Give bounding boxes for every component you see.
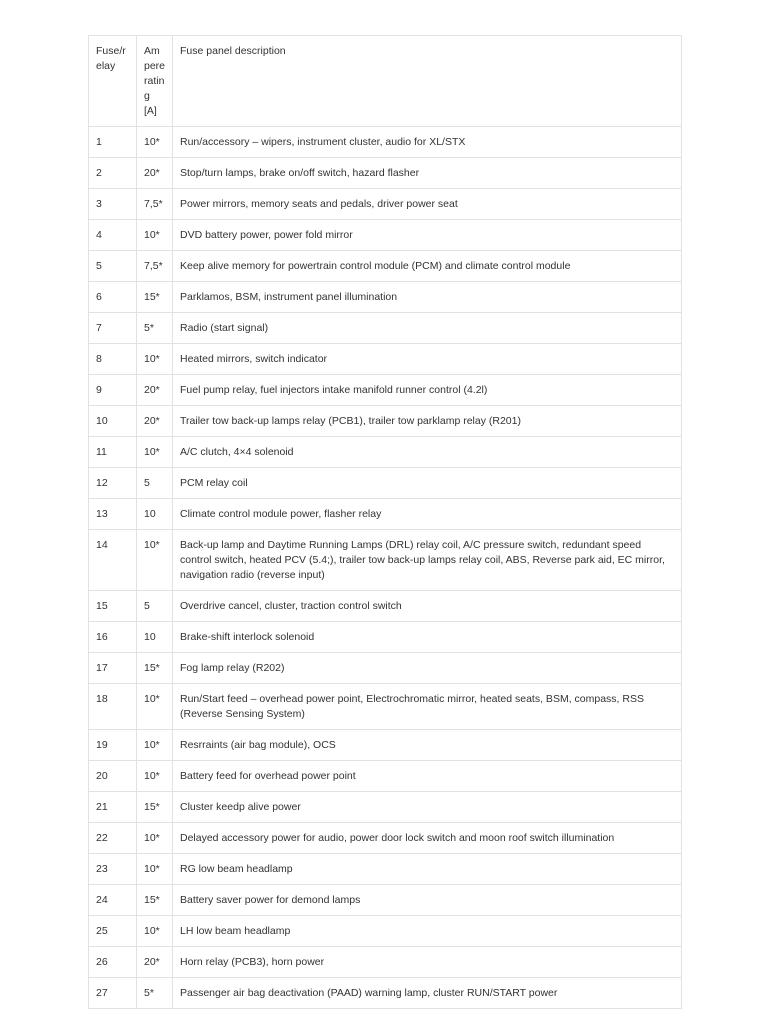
- ampere-rating-cell: 15*: [137, 792, 173, 823]
- fuse-description-cell: Overdrive cancel, cluster, traction control switch: [173, 591, 682, 622]
- fuse-number-cell: 22: [89, 823, 137, 854]
- fuse-description-cell: Brake-shift interlock solenoid: [173, 622, 682, 653]
- fuse-description-cell: A/C clutch, 4×4 solenoid: [173, 437, 682, 468]
- ampere-rating-cell: 7,5*: [137, 251, 173, 282]
- table-row: [89, 375, 682, 406]
- ampere-rating-cell: 15*: [137, 282, 173, 313]
- ampere-rating-cell: 10*: [137, 916, 173, 947]
- fuse-number-cell: 4: [89, 220, 137, 251]
- fuse-panel-table: [88, 35, 682, 1009]
- table-row: [89, 251, 682, 282]
- fuse-number-cell: 15: [89, 591, 137, 622]
- fuse-description-cell: Battery saver power for demond lamps: [173, 885, 682, 916]
- fuse-description-cell: Heated mirrors, switch indicator: [173, 344, 682, 375]
- table-row: [89, 468, 682, 499]
- fuse-description-cell: Passenger air bag deactivation (PAAD) warning lamp, cluster RUN/START power: [173, 978, 682, 1009]
- header-description: Fuse panel description: [173, 36, 682, 127]
- table-row: [89, 916, 682, 947]
- ampere-rating-cell: 7,5*: [137, 189, 173, 220]
- fuse-number-cell: 21: [89, 792, 137, 823]
- fuse-number-cell: 16: [89, 622, 137, 653]
- fuse-description-cell: Back-up lamp and Daytime Running Lamps (DRL) relay coil, A/C pressure switch, redundant speed control switch, heated PCV (5.4;), trailer tow back-up lamps relay coil, ABS, Reverse park aid, EC mirror, navigation radio (reverse input): [173, 530, 682, 591]
- fuse-description-cell: LH low beam headlamp: [173, 916, 682, 947]
- fuse-number-cell: 27: [89, 978, 137, 1009]
- fuse-description-cell: Resrraints (air bag module), OCS: [173, 730, 682, 761]
- table-row: [89, 730, 682, 761]
- table-row: [89, 792, 682, 823]
- ampere-rating-cell: 10*: [137, 127, 173, 158]
- ampere-rating-cell: 5: [137, 591, 173, 622]
- table-row: [89, 530, 682, 591]
- fuse-number-cell: 8: [89, 344, 137, 375]
- fuse-number-cell: 19: [89, 730, 137, 761]
- ampere-rating-cell: 10*: [137, 823, 173, 854]
- fuse-description-cell: Cluster keedp alive power: [173, 792, 682, 823]
- table-row: [89, 622, 682, 653]
- table-row: [89, 947, 682, 978]
- fuse-description-cell: PCM relay coil: [173, 468, 682, 499]
- ampere-rating-cell: 10*: [137, 730, 173, 761]
- ampere-rating-cell: 5*: [137, 978, 173, 1009]
- ampere-rating-cell: 20*: [137, 158, 173, 189]
- ampere-rating-cell: 10*: [137, 437, 173, 468]
- table-row: [89, 684, 682, 730]
- fuse-description-cell: Keep alive memory for powertrain control module (PCM) and climate control module: [173, 251, 682, 282]
- fuse-description-cell: Parklamos, BSM, instrument panel illumination: [173, 282, 682, 313]
- fuse-description-cell: Trailer tow back-up lamps relay (PCB1), trailer tow parklamp relay (R201): [173, 406, 682, 437]
- table-header: [89, 36, 682, 127]
- ampere-rating-cell: 10*: [137, 854, 173, 885]
- fuse-number-cell: 23: [89, 854, 137, 885]
- ampere-rating-cell: 5*: [137, 313, 173, 344]
- table-row: [89, 823, 682, 854]
- header-ampere-rating: Ampere rating [A]: [137, 36, 173, 127]
- table-row: [89, 591, 682, 622]
- table-row: [89, 761, 682, 792]
- ampere-rating-cell: 10*: [137, 684, 173, 730]
- ampere-rating-cell: 20*: [137, 375, 173, 406]
- ampere-rating-cell: 20*: [137, 947, 173, 978]
- ampere-rating-cell: 10*: [137, 344, 173, 375]
- fuse-number-cell: 26: [89, 947, 137, 978]
- fuse-description-cell: Power mirrors, memory seats and pedals, driver power seat: [173, 189, 682, 220]
- table-row: [89, 499, 682, 530]
- fuse-number-cell: 9: [89, 375, 137, 406]
- fuse-description-cell: Stop/turn lamps, brake on/off switch, hazard flasher: [173, 158, 682, 189]
- fuse-number-cell: 5: [89, 251, 137, 282]
- fuse-description-cell: Horn relay (PCB3), horn power: [173, 947, 682, 978]
- table-row: [89, 220, 682, 251]
- ampere-rating-cell: 10*: [137, 220, 173, 251]
- ampere-rating-cell: 15*: [137, 653, 173, 684]
- ampere-rating-cell: 10*: [137, 761, 173, 792]
- ampere-rating-cell: 10: [137, 622, 173, 653]
- fuse-description-cell: RG low beam headlamp: [173, 854, 682, 885]
- ampere-rating-cell: 20*: [137, 406, 173, 437]
- ampere-rating-cell: 5: [137, 468, 173, 499]
- fuse-description-cell: Radio (start signal): [173, 313, 682, 344]
- fuse-description-cell: Run/Start feed – overhead power point, Electrochromatic mirror, heated seats, BSM, compass, RSS (Reverse Sensing System): [173, 684, 682, 730]
- table-row: [89, 158, 682, 189]
- ampere-rating-cell: 10*: [137, 530, 173, 591]
- table-row: [89, 978, 682, 1009]
- table-row: [89, 437, 682, 468]
- ampere-rating-cell: 15*: [137, 885, 173, 916]
- table-row: [89, 653, 682, 684]
- fuse-number-cell: 24: [89, 885, 137, 916]
- fuse-number-cell: 6: [89, 282, 137, 313]
- fuse-number-cell: 20: [89, 761, 137, 792]
- fuse-description-cell: Fuel pump relay, fuel injectors intake manifold runner control (4.2l): [173, 375, 682, 406]
- table-row: [89, 885, 682, 916]
- fuse-description-cell: Battery feed for overhead power point: [173, 761, 682, 792]
- ampere-rating-cell: 10: [137, 499, 173, 530]
- table-row: [89, 406, 682, 437]
- fuse-description-cell: Run/accessory – wipers, instrument cluster, audio for XL/STX: [173, 127, 682, 158]
- fuse-number-cell: 13: [89, 499, 137, 530]
- fuse-number-cell: 3: [89, 189, 137, 220]
- fuse-number-cell: 2: [89, 158, 137, 189]
- fuse-number-cell: 11: [89, 437, 137, 468]
- fuse-number-cell: 12: [89, 468, 137, 499]
- fuse-number-cell: 14: [89, 530, 137, 591]
- table-row: [89, 189, 682, 220]
- fuse-number-cell: 7: [89, 313, 137, 344]
- table-row: [89, 313, 682, 344]
- table-row: [89, 282, 682, 313]
- fuse-description-cell: Delayed accessory power for audio, power door lock switch and moon roof switch illumination: [173, 823, 682, 854]
- fuse-description-cell: Fog lamp relay (R202): [173, 653, 682, 684]
- table-header-row: [89, 36, 682, 127]
- table-row: [89, 854, 682, 885]
- table-row: [89, 344, 682, 375]
- fuse-number-cell: 25: [89, 916, 137, 947]
- fuse-description-cell: DVD battery power, power fold mirror: [173, 220, 682, 251]
- fuse-number-cell: 1: [89, 127, 137, 158]
- table-row: [89, 127, 682, 158]
- fuse-number-cell: 18: [89, 684, 137, 730]
- header-fuse-relay: Fuse/relay: [89, 36, 137, 127]
- fuse-number-cell: 17: [89, 653, 137, 684]
- fuse-description-cell: Climate control module power, flasher relay: [173, 499, 682, 530]
- table-body: [89, 127, 682, 1009]
- fuse-number-cell: 10: [89, 406, 137, 437]
